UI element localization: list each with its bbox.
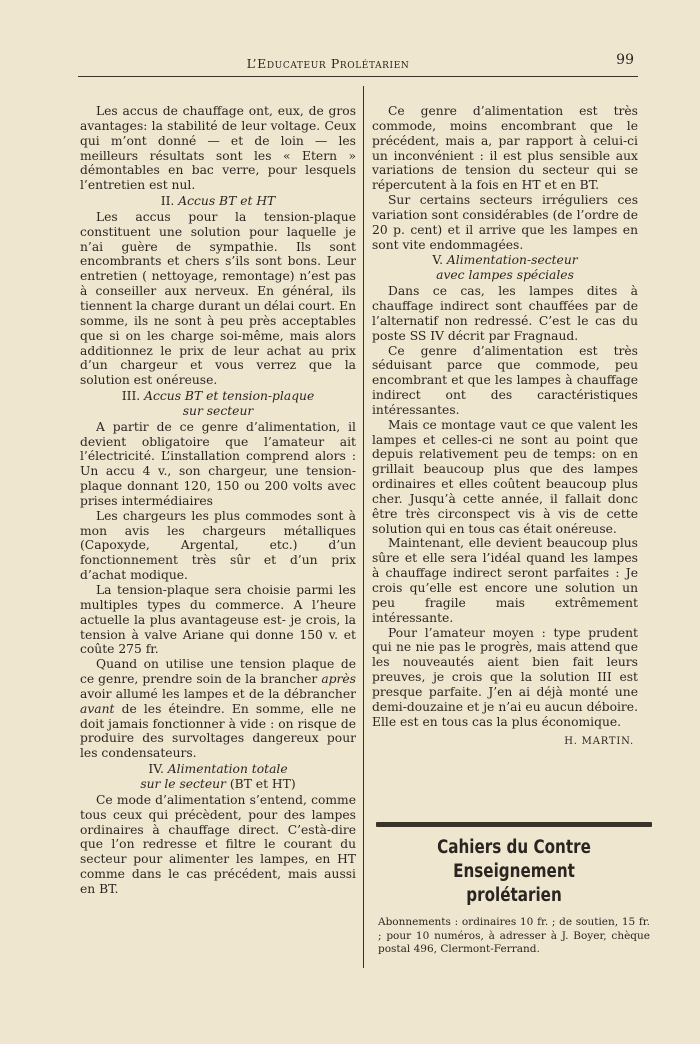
paragraph: Dans ce cas, les lampes dites à chauffage indirect sont chauffées par de l’alternatif non redressé. C’est le cas du poste SS IV décrit par Fragnaud. <box>372 284 638 343</box>
author-signature: H. MARTIN. <box>564 736 634 748</box>
section-title: Alimentation totale <box>167 762 288 777</box>
paragraph: Mais ce montage vaut ce que valent les lampes et celles-ci ne sont au point que depuis relativement peu de temps: on en grillait beaucoup plus que des lampes ordinaires et elles coûtent beaucoup plus cher. Jusqu’à cette année, il fallait donc être très circonspect vis à vis de cette solution qui en tous cas était onéreuse. <box>372 417 638 536</box>
paragraph: Les chargeurs les plus commodes sont à mon avis les chargeurs métalliques (Capoxyde, Argental, etc.) d’un fonctionnement très sûr et d’un prix d’achat modique. <box>80 508 356 583</box>
section-title-line2: sur le secteur <box>140 776 226 791</box>
section-heading <box>80 762 356 792</box>
paragraph: Pour l’amateur moyen : type prudent qui ne nie pas le progrès, mais attend que les nouveautés aient bien fait leurs preuves, je crois que la solution III est presque parfaite. J’en ai déjà monté une demi-douzaine et je n’ai eu aucun déboire. Elle est en tous cas la plus économique. <box>372 625 638 729</box>
paragraph: Ce genre d’alimentation est très séduisant parce que commode, peu encombrant et que les lampes à chauffage indirect ont des caractéristiques intéressantes. <box>372 343 638 417</box>
text-run: avoir allumé les lampes et de la débrancher <box>80 686 356 701</box>
section-title-suffix: (BT et HT) <box>225 776 296 791</box>
paragraph: Maintenant, elle devient beaucoup plus sûre et elle sera l’idéal quand les lampes à chauffage indirect seront parfaites : Je crois qu’elle est encore une solution un peu fragile mais extrêmement intéressante. <box>372 536 638 625</box>
notice-title: Cahiers du Contre Enseignement prolétarien <box>437 837 591 906</box>
column-divider <box>363 86 364 968</box>
section-heading <box>372 253 638 283</box>
section-title: Alimentation-secteur <box>446 253 578 268</box>
paragraph: La tension-plaque sera choisie parmi les multiples types du commerce. A l’heure actuelle la plus avantageuse est- je crois, la tension à valve Ariane qui donne 150 v. et coûte 275 fr. <box>80 583 356 657</box>
notice-text: Abonnements : ordinaires 10 fr. ; de soutien, 15 fr. ; pour 10 numéros, à adresser à J. Boyer, chèque postal 496, Clermont-Ferrand. <box>378 916 650 955</box>
paragraph: Sur certains secteurs irréguliers ces variation sont considérables (de l’ordre de 20 p. cent) et il arrive que les lampes en sont vite endommagées. <box>372 193 638 252</box>
section-number: IV. <box>148 762 168 777</box>
running-title: L’Educateur Prolétarien <box>246 56 410 71</box>
section-title: Accus BT et HT <box>178 194 276 209</box>
paragraph: A partir de ce genre d’alimentation, il devient obligatoire que l’amateur ait l’électricité. L’installation comprend alors : Un accu 4 v., son chargeur, une tension-plaque donnant 120, 150 ou 200 volts avec prises intermédiaires <box>80 419 356 508</box>
paragraph: Ce genre d’alimentation est très commode, moins encombrant que le précédent, mais a, par rapport à celui-ci un inconvénient : il est plus sensible aux variations de tension du secteur qui se répercutent à la fois en HT et en BT. <box>372 104 638 193</box>
right-column <box>372 104 638 750</box>
section-title: Accus BT et tension-plaque <box>144 389 315 404</box>
paragraph: Ce mode d’alimentation s’entend, comme tous ceux qui précèdent, pour des lampes ordinaires à chauffage direct. C’està-dire que l’on redresse et filtre le courant du secteur pour alimenter les lampes, en HT comme dans le cas précédent, mais aussi en BT. <box>80 792 356 896</box>
left-column <box>80 104 356 897</box>
text-run: de les éteindre. En somme, elle ne doit jamais fonctionner à vide : on risque de produire des survoltages dangereux pour les condensateurs. <box>80 701 356 761</box>
paragraph: Les accus de chauffage ont, eux, de gros avantages: la stabilité de leur voltage. Ceux qui m’ont donné — et de loin — les meilleurs résultats sont les « Etern » démontables en bac verre, pour lesquels l’entretien est nul. <box>80 104 356 193</box>
section-title-line2: sur secteur <box>182 403 254 418</box>
emphasis: après <box>321 672 356 687</box>
section-number: III. <box>121 389 145 404</box>
section-heading <box>80 194 356 209</box>
section-title-line2: avec lampes spéciales <box>436 268 574 283</box>
section-number: II. <box>160 194 179 209</box>
page-header <box>78 52 638 77</box>
paragraph: Les accus pour la tension-plaque constituent une solution pour laquelle je n’ai guère de sympathie. Ils sont encombrants et chers s’ils sont bons. Leur entretien ( nettoyage, remontage) n’est pas à conseiller aux nerveux. En général, ils tiennent la charge durant un délai court. En somme, ils ne sont à peu près acceptables que si on les charge soi-même, mais alors additionnez le prix de leur achat au prix d’un chargeur et vous verrez que la solution est onéreuse. <box>80 209 356 388</box>
page-number: 99 <box>616 52 634 68</box>
section-heading <box>80 389 356 419</box>
emphasis: avant <box>80 701 115 716</box>
section-number: V. <box>432 253 447 268</box>
subscription-notice <box>376 836 652 957</box>
text-run: Quand on utilise une tension plaque de ce genre, prendre soin de la brancher <box>80 657 356 687</box>
section-rule <box>376 822 652 827</box>
paragraph <box>80 657 356 761</box>
